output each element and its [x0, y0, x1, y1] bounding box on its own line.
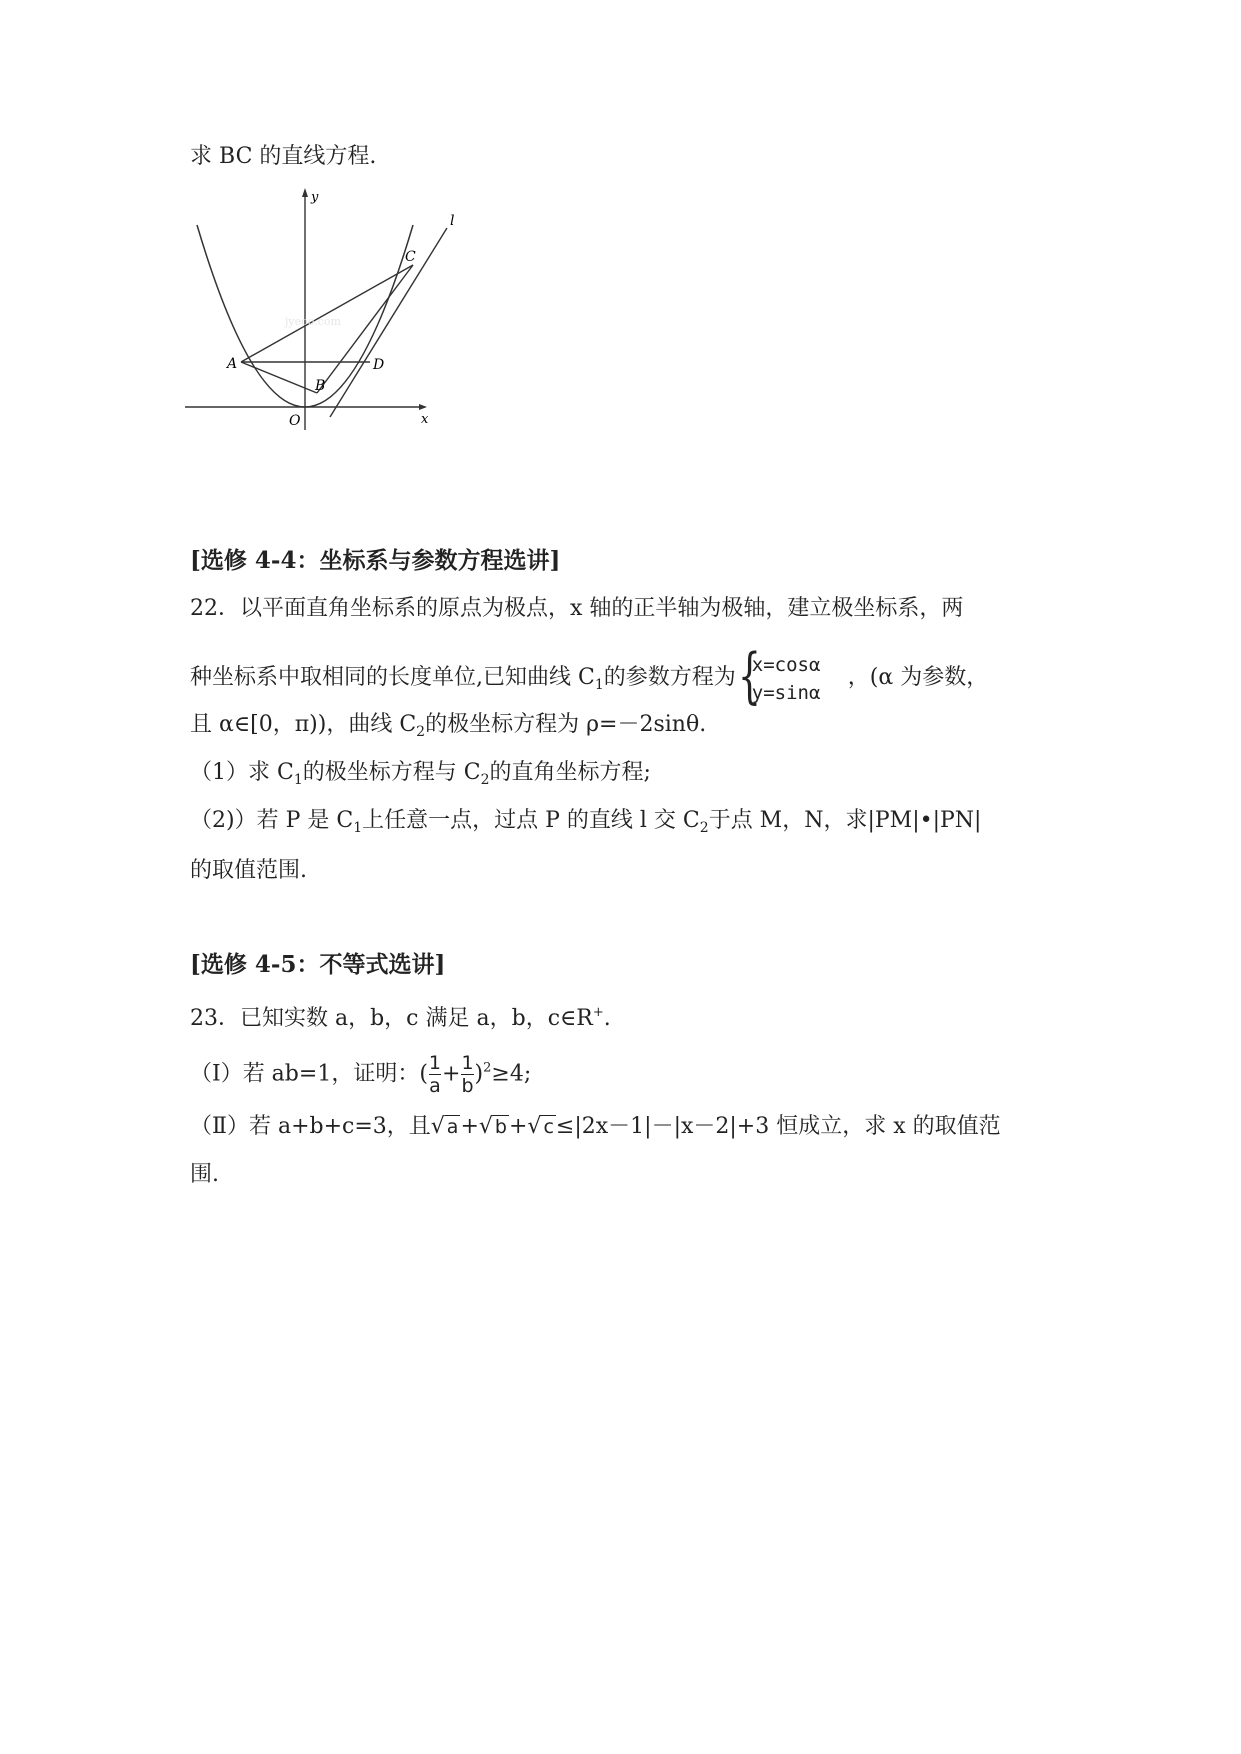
q22-part1: （1）求 $C_1$的极坐标方程与 $C_2$的直角坐标方程; — [190, 760, 651, 788]
sqrt-b: √ b — [478, 1114, 507, 1139]
q22-line1: 22．以平面直角坐标系的原点为极点，x 轴的正半轴为极轴，建立极坐标系，两 — [190, 596, 964, 621]
label-a: A — [227, 356, 238, 372]
figure-watermark: jyeoo.com — [285, 315, 341, 328]
q23-part1: （Ⅰ）若 ab=1，证明：( $\frac{1}{a}$ + $\frac{1}{b}$ )$^2$≥4; — [190, 1052, 532, 1097]
tangent-line-l — [330, 228, 447, 417]
label-o: O — [289, 413, 301, 429]
q23-part2: （Ⅱ）若 a+b+c=3，且√ a+√ b+√ c≤|2x－1|－|x－2|+3 恒成立，求 x 的取值范 — [190, 1112, 1001, 1142]
q22-part2-cont: 的取值范围. — [190, 858, 307, 883]
prev-question-tail: 求 BC 的直线方程. — [190, 144, 377, 169]
fraction-1-over-b: $\frac{1}{b}$ — [461, 1052, 474, 1097]
label-y: y — [311, 190, 319, 205]
label-l: l — [450, 213, 455, 229]
parametric-system: { x=cosα y=sinα — [737, 641, 821, 711]
q23-line1: 23．已知实数 a，b，c 满足 a，b，c∈R+. — [190, 1005, 611, 1031]
label-c: C — [405, 249, 416, 265]
section-44-heading: [选修 4-4：坐标系与参数方程选讲] — [190, 547, 561, 574]
y-axis-arrow — [302, 188, 308, 197]
q22-part2: （2)）若 P 是 $C_1$上任意一点，过点 P 的直线 l 交 $C_2$于点 M，N，求|PM|•|PN| — [190, 808, 982, 836]
segment-bc — [317, 265, 413, 393]
q22-line3: 且 α∈[0，π))，曲线 $C_2$的极坐标方程为 ρ=－2sinθ. — [190, 712, 707, 740]
q23-part2-cont: 围. — [190, 1162, 219, 1187]
section-45-heading: [选修 4-5：不等式选讲] — [190, 951, 446, 978]
sqrt-c: √ c — [527, 1114, 554, 1139]
label-x: x — [421, 412, 429, 427]
label-b: B — [315, 378, 326, 394]
x-axis-arrow — [419, 404, 427, 410]
label-d: D — [373, 357, 385, 373]
sqrt-a: √ a — [430, 1114, 459, 1139]
q22-line2: 种坐标系中取相同的长度单位,已知曲线 $C_1$的参数方程为 { x=cosα y=sinα ，(α 为参数， — [190, 641, 989, 711]
fraction-1-over-a: $\frac{1}{a}$ — [428, 1052, 441, 1097]
parabola-figure — [185, 185, 475, 435]
segment-ac — [241, 265, 413, 362]
